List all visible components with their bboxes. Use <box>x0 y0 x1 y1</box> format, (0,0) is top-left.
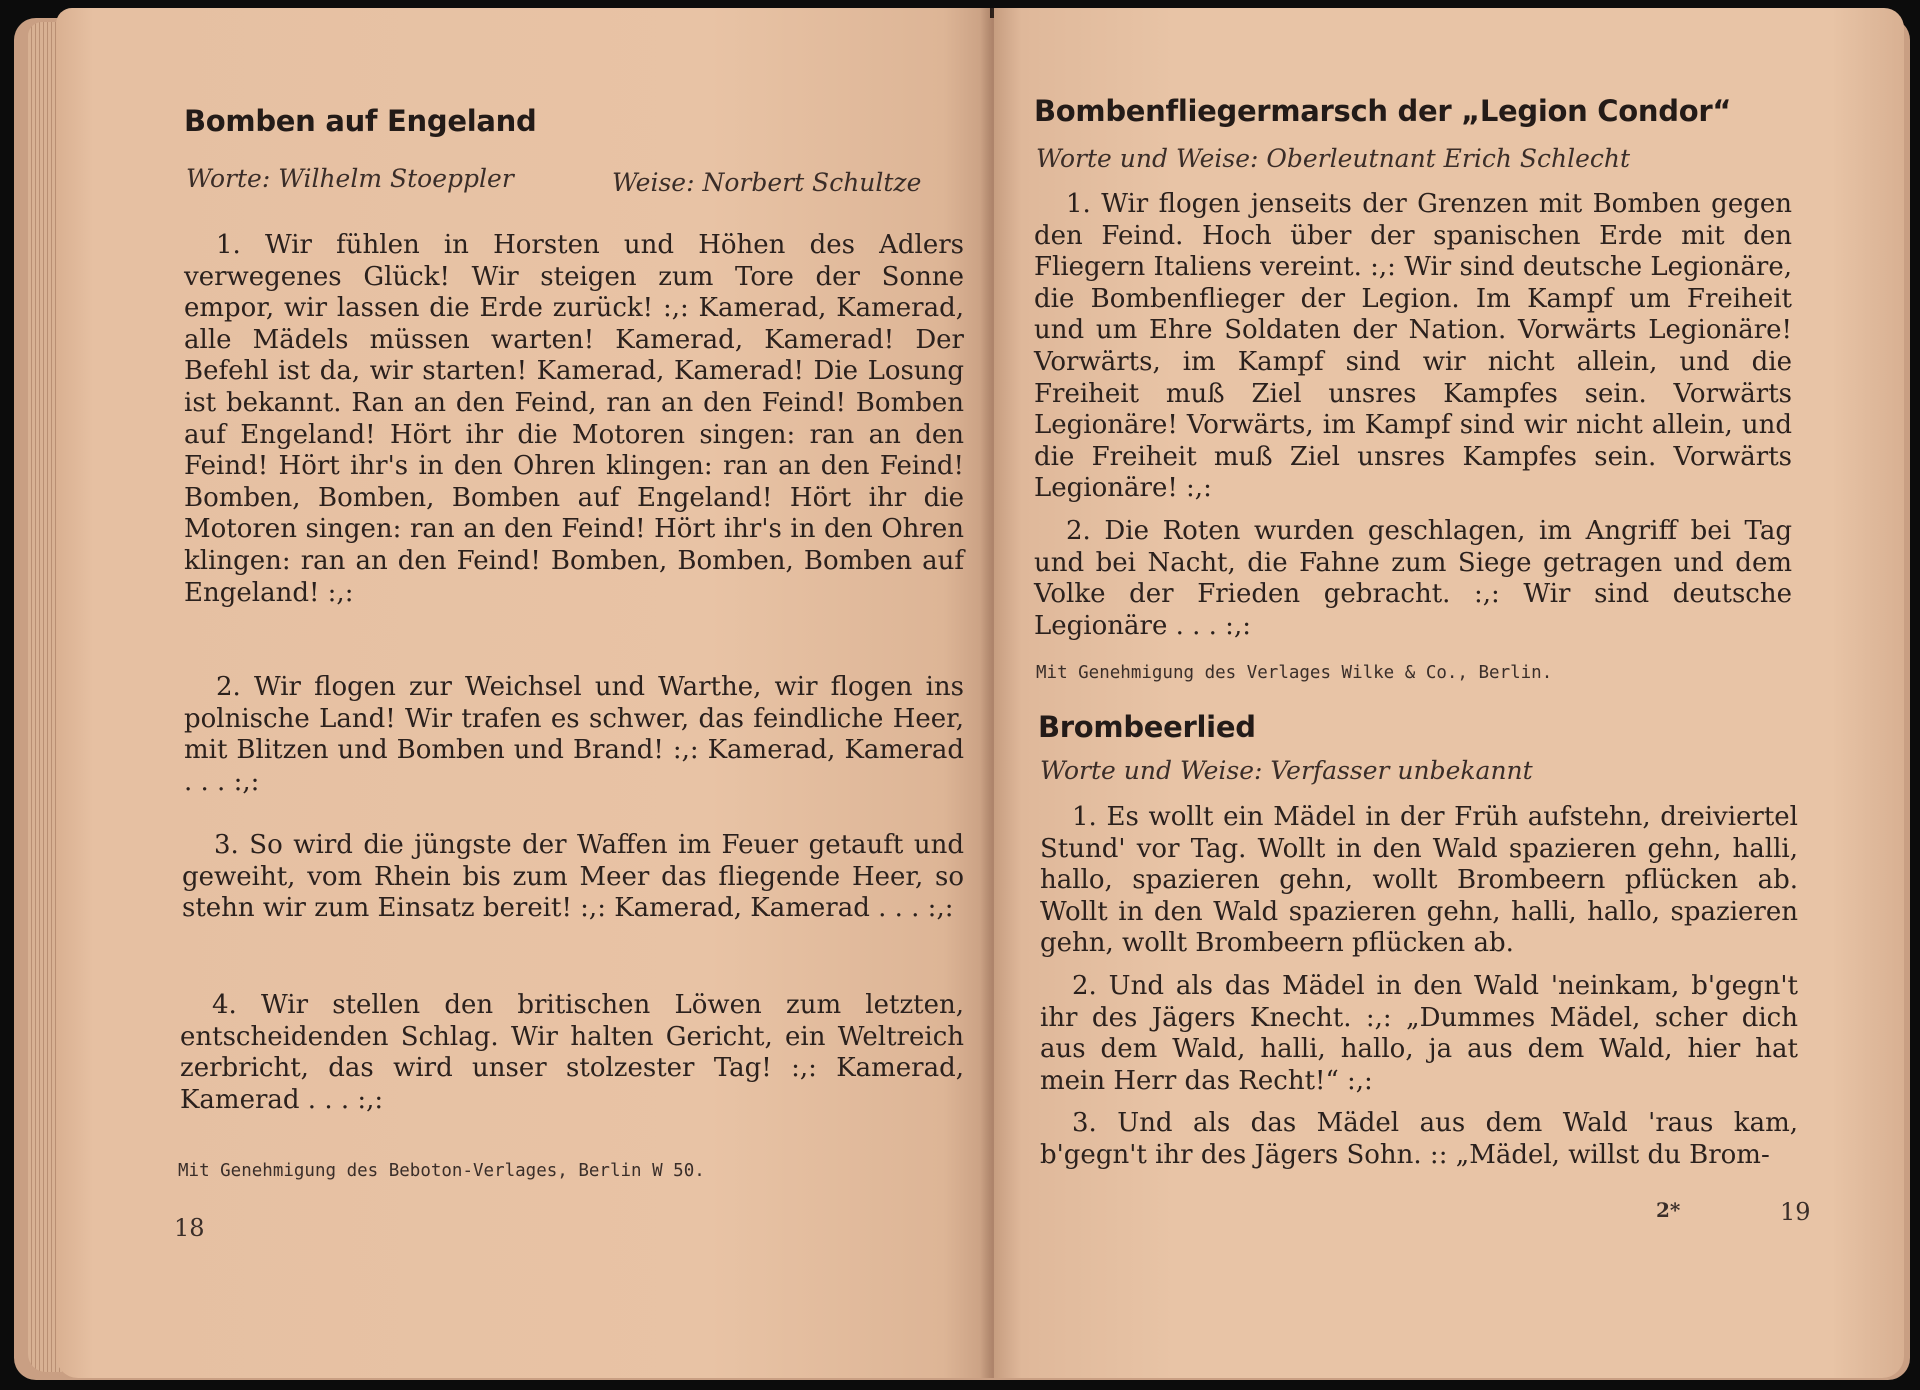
page-number: 18 <box>174 1214 205 1242</box>
verse-2: 2. Wir flogen zur Weichsel und Warthe, wir flogen ins polnische Land! Wir trafen es schwer, das feindliche Heer, mit Blitzen und Bomben und Brand! :,: Kamerad, Kamerad . . . :,: <box>184 672 964 797</box>
verse-3: 3. So wird die jüngste der Waffen im Feuer getauft und geweiht, vom Rhein bis zum Meer das fliegende Heer, so stehn wir zum Einsatz bereit! :,: Kamerad, Kamerad . . . :,: <box>182 830 964 924</box>
left-page <box>56 8 990 1378</box>
song-title-bomben-auf-engeland: Bomben auf Engeland <box>184 104 537 138</box>
page-number: 19 <box>1780 1198 1811 1226</box>
song-title-brombeerlied: Brombeerlied <box>1038 710 1256 744</box>
verse-1: 1. Wir fühlen in Horsten und Höhen des Adlers verwegenes Glück! Wir steigen zum Tore der Sonne empor, wir lassen die Erde zurück! :,: Kamerad, Kamerad, alle Mädels müssen warten! Kamerad, Kamerad! Der Befehl ist da, wir starten! Kamerad, Kamerad! Die Losung ist bekannt. Ran an den Feind, ran an den Feind! Bomben auf Engeland! Hört ihr die Motoren singen: ran an den Feind! Hört ihr's in den Ohren klingen: ran an den Feind! Bomben, Bomben, Bomben auf Engeland! Hört ihr die Motoren singen: ran an den Feind! Hört ihr's in den Ohren klingen: ran an den Feind! Bomben, Bomben, Bomben auf Engeland! :,: <box>184 230 964 608</box>
song1-verse-2: 2. Die Roten wurden geschlagen, im Angriff bei Tag und bei Nacht, die Fahne zum Siege getragen und dem Volke der Frieden gebracht. :,: Wir sind deutsche Legionäre . . . :,: <box>1034 516 1792 641</box>
song2-verse-2: 2. Und als das Mädel in den Wald 'neinkam, b'gegn't ihr des Jägers Knecht. :,: „Dummes Mädel, scher dich aus dem Wald, halli, hallo, ja aus dem Wald, hier hat mein Herr das Recht!“ :,: <box>1040 971 1798 1096</box>
right-page <box>994 8 1904 1378</box>
song2-verse-3: 3. Und als das Mädel aus dem Wald 'raus kam, b'gegn't ihr des Jägers Sohn. :: „Mädel, willst du Brom- <box>1040 1108 1798 1170</box>
song1-publisher-credit: Mit Genehmigung des Verlages Wilke & Co., Berlin. <box>1036 663 1553 683</box>
publisher-credit: Mit Genehmigung des Beboton-Verlages, Berlin W 50. <box>178 1161 705 1181</box>
song1-byline: Worte und Weise: Oberleutnant Erich Schlecht <box>1036 144 1631 173</box>
signature-mark: 2* <box>1656 1198 1681 1222</box>
song2-byline: Worte und Weise: Verfasser unbekannt <box>1040 756 1533 785</box>
song2-verse-1: 1. Es wollt ein Mädel in der Früh aufstehn, dreiviertel Stund' vor Tag. Wollt in den Wald spazieren gehn, halli, hallo, spazieren gehn, wollt Brombeern pflücken ab. Wollt in den Wald spazieren gehn, halli, hallo, spazieren gehn, wollt Brombeern pflücken ab. <box>1040 802 1798 959</box>
song1-verse-1: 1. Wir flogen jenseits der Grenzen mit Bomben gegen den Feind. Hoch über der spanischen Erde mit den Fliegern Italiens vereint. :,: Wir sind deutsche Legionäre, die Bombenflieger der Legion. Im Kampf um Freiheit und um Ehre Soldaten der Nation. Vorwärts Legionäre! Vorwärts, im Kampf sind wir nicht allein, und die Freiheit muß Ziel unsres Kampfes sein. Vorwärts Legionäre! Vorwärts, im Kampf sind wir nicht allein, und die Freiheit muß Ziel unsres Kampfes sein. Vorwärts Legionäre! :,: <box>1034 189 1792 504</box>
song-title-bombenfliegermarsch: Bombenfliegermarsch der „Legion Condor“ <box>1034 94 1732 128</box>
words-credit: Worte: Wilhelm Stoeppler <box>186 164 514 193</box>
melody-credit: Weise: Norbert Schultze <box>612 168 922 197</box>
verse-4: 4. Wir stellen den britischen Löwen zum letzten, entscheidenden Schlag. Wir halten Gericht, ein Weltreich zerbricht, das wird unser stolzester Tag! :,: Kamerad, Kamerad . . . :,: <box>180 990 964 1115</box>
